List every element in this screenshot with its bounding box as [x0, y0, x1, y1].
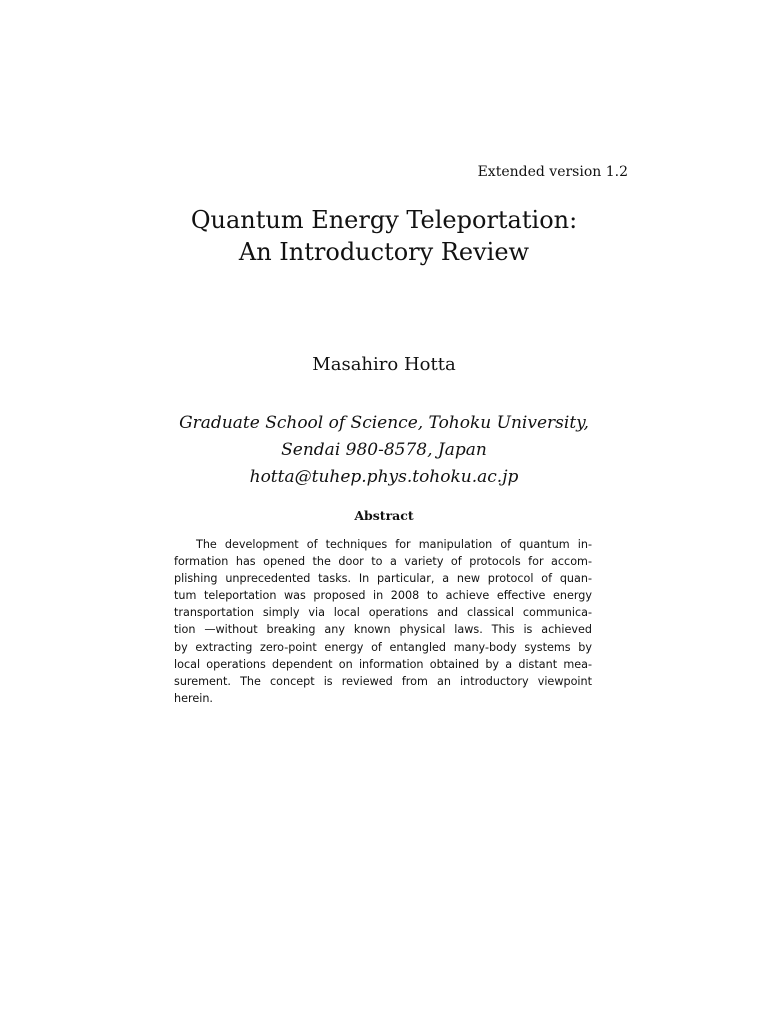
abstract-heading: Abstract — [354, 508, 414, 523]
abstract-line: herein. — [174, 691, 213, 705]
title-line-1: Quantum Energy Teleportation: — [190, 206, 578, 234]
author-name: Masahiro Hotta — [312, 354, 456, 375]
affiliation-address: Sendai 980-8578, Japan — [281, 440, 487, 460]
abstract-line: by extracting zero-point energy of entangled many-body systems by — [174, 640, 592, 654]
affiliation-institution: Graduate School of Science, Tohoku University, — [179, 413, 589, 433]
abstract-line: surement. The concept is reviewed from an introductory viewpoint — [174, 674, 592, 688]
affiliation-block — [0, 410, 768, 491]
version-label: Extended version 1.2 — [477, 164, 628, 180]
abstract-line: transportation simply via local operations and classical communica- — [174, 606, 592, 620]
abstract-line: tum teleportation was proposed in 2008 to achieve effective energy — [174, 589, 592, 603]
title-line-2: An Introductory Review — [238, 238, 530, 266]
abstract-line: formation has opened the door to a variety of protocols for accom- — [174, 555, 592, 569]
abstract-line: local operations dependent on information obtained by a distant mea- — [174, 657, 592, 671]
paper-title — [0, 204, 768, 268]
abstract-body — [174, 536, 592, 707]
abstract-line: plishing unprecedented tasks. In particular, a new protocol of quan- — [174, 572, 592, 586]
author-email: hotta@tuhep.phys.tohoku.ac.jp — [249, 467, 519, 487]
abstract-line: The development of techniques for manipulation of quantum in- — [196, 538, 592, 551]
abstract-line: tion —without breaking any known physical laws. This is achieved — [174, 623, 592, 637]
